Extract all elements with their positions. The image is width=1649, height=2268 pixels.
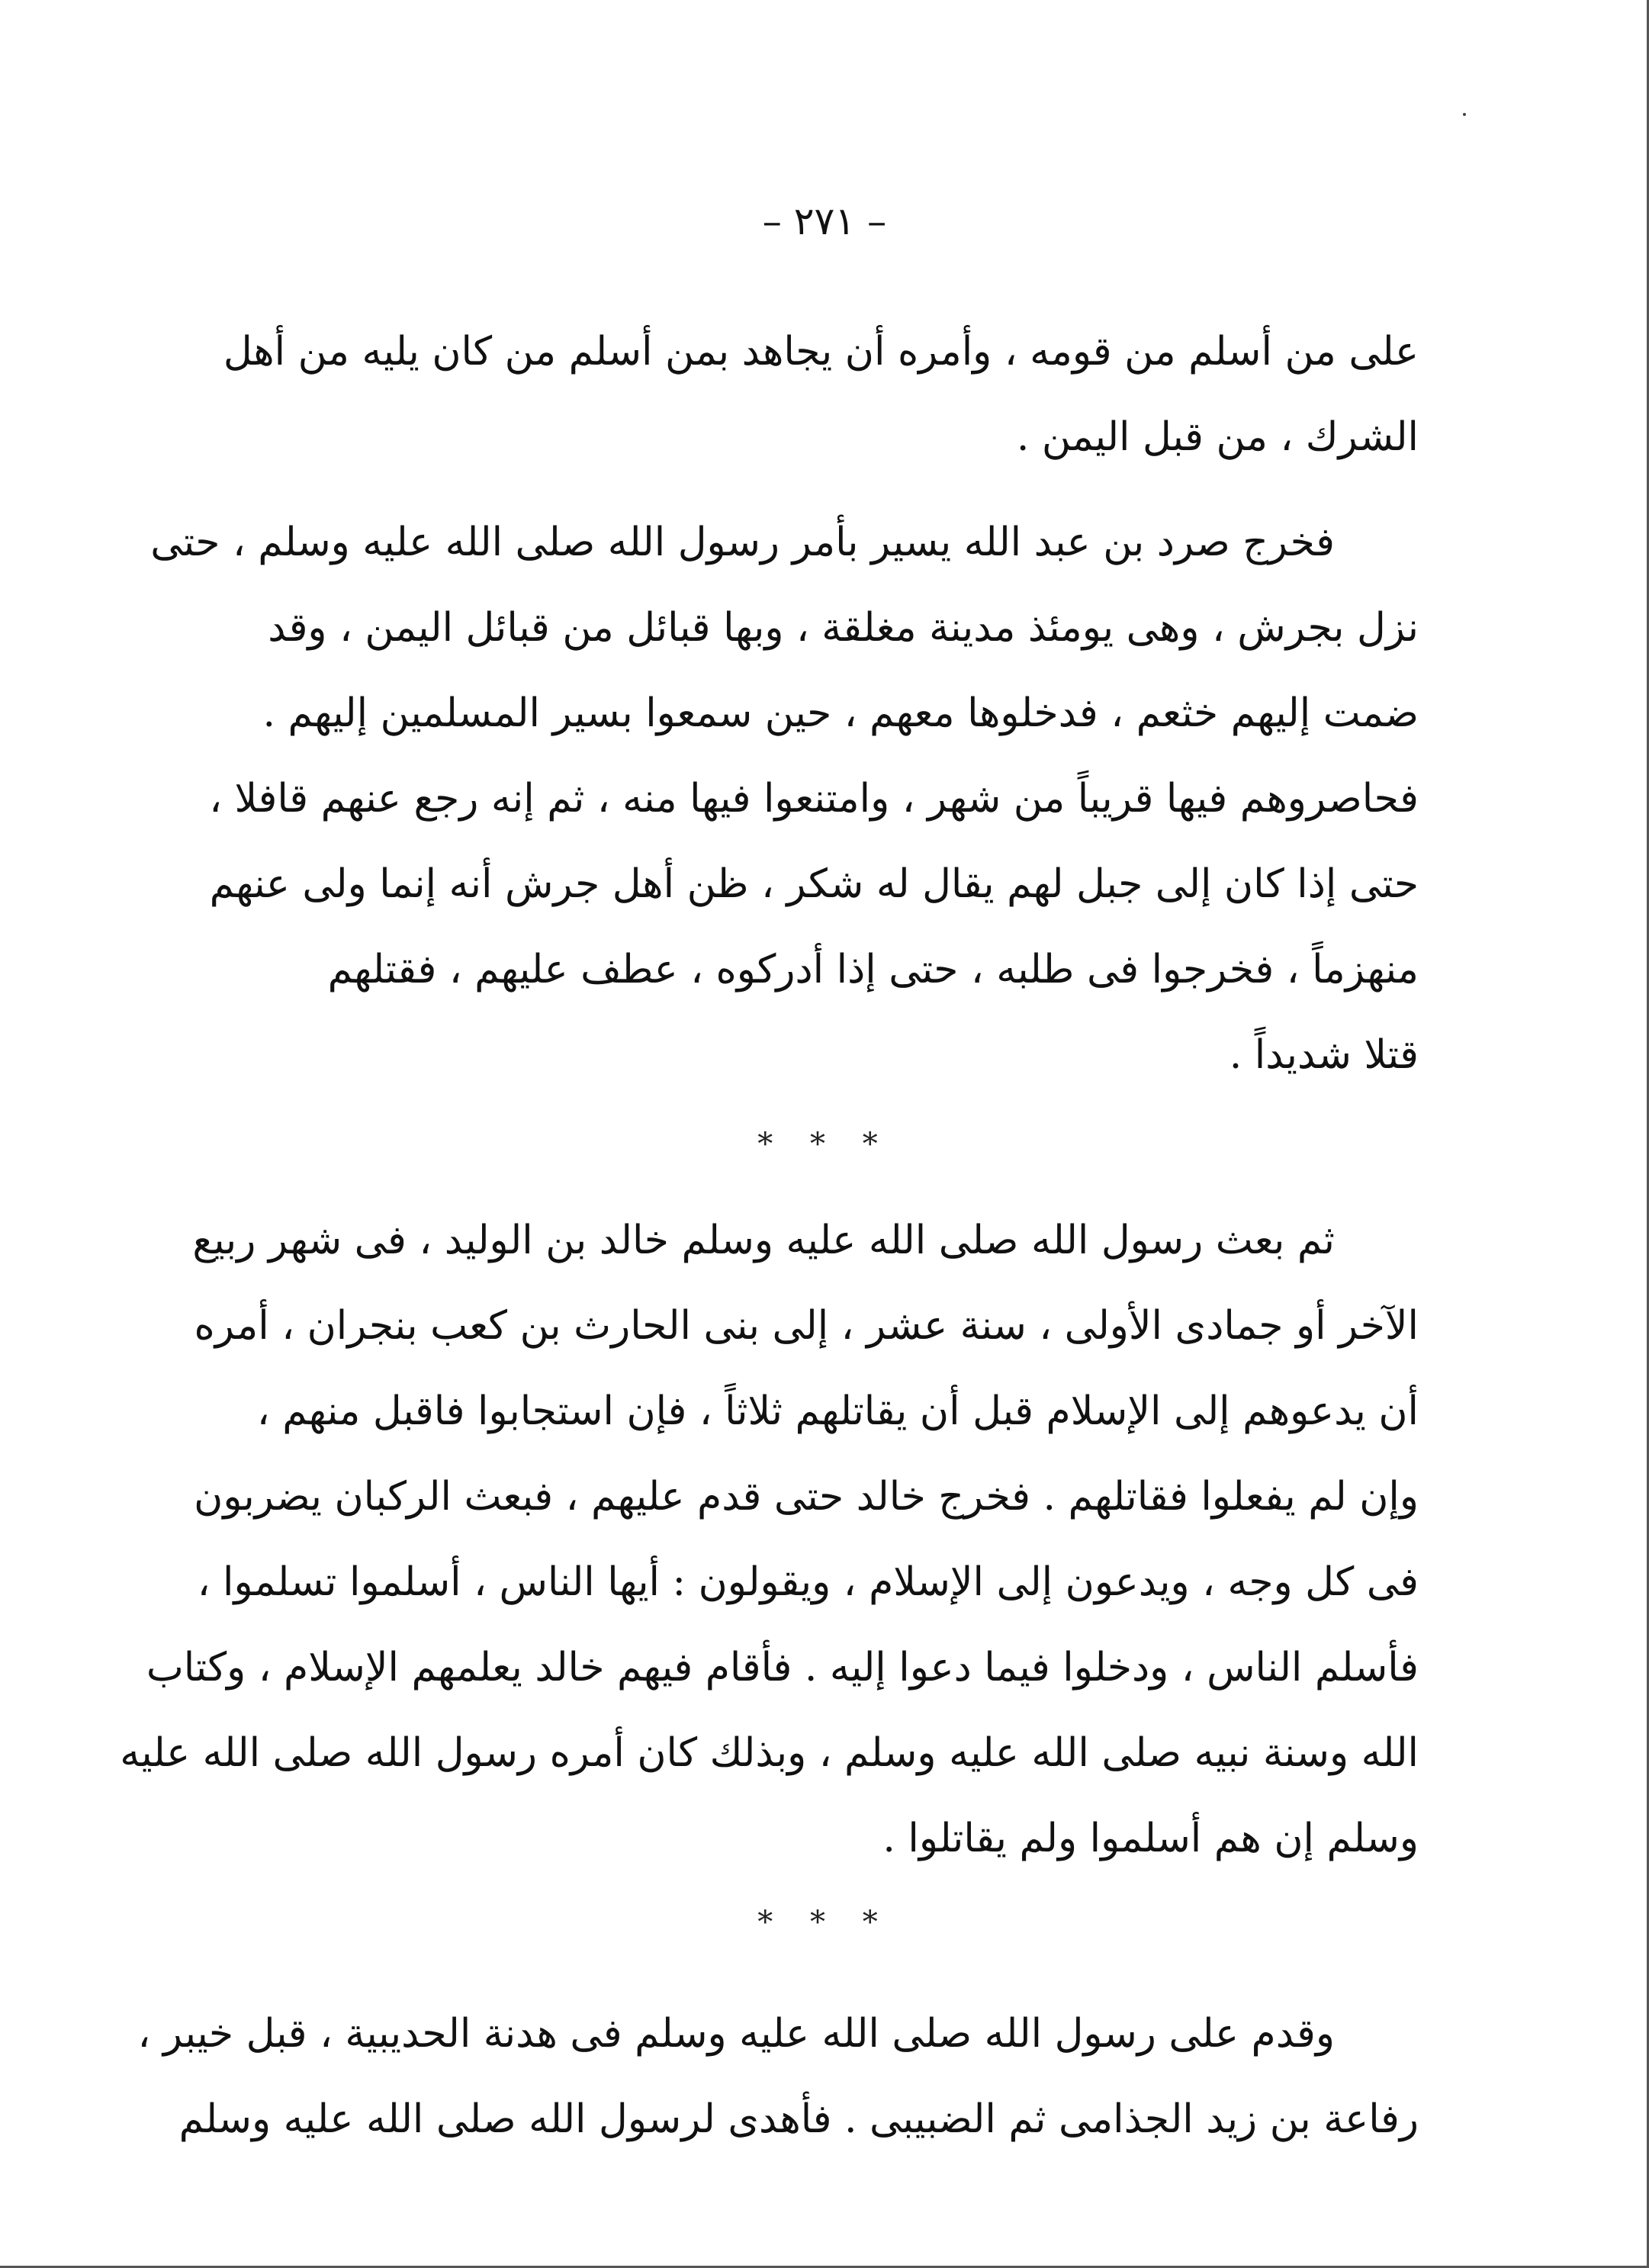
text-line: منهزماً ، فخرجوا فى طلبه ، حتى إذا أدركوه ، عطف عليهم ، فقتلهم <box>327 947 1419 992</box>
text-line: نزل بجرش ، وهى يومئذ مدينة مغلقة ، وبها قبائل من قبائل اليمن ، وقد <box>268 605 1419 651</box>
paragraph-1 <box>223 309 1419 480</box>
paragraph-3 <box>120 1198 1419 1881</box>
text-line: فأسلم الناس ، ودخلوا فيما دعوا إليه . فأقام فيهم خالد يعلمهم الإسلام ، وكتاب <box>146 1645 1419 1691</box>
page-number: – ٢٧١ – <box>762 199 887 243</box>
text-line: الآخر أو جمادى الأولى ، سنة عشر ، إلى بنى الحارث بن كعب بنجران ، أمره <box>194 1303 1419 1349</box>
text-line: على من أسلم من قومه ، وأمره أن يجاهد بمن أسلم من كان يليه من أهل <box>223 329 1419 375</box>
text-line: وقدم على رسول الله صلى الله عليه وسلم فى هدنة الحديبية ، قبل خيبر ، <box>137 2011 1335 2057</box>
text-line: حتى إذا كان إلى جبل لهم يقال له شكر ، ظن أهل جرش أنه إنما ولى عنهم <box>209 861 1419 907</box>
paragraph-4 <box>137 1991 1419 2162</box>
text-line: أن يدعوهم إلى الإسلام قبل أن يقاتلهم ثلاثاً ، فإن استجابوا فاقبل منهم ، <box>256 1388 1419 1434</box>
text-line: فحاصروهم فيها قريباً من شهر ، وامتنعوا فيها منه ، ثم إنه رجع عنهم قافلا ، <box>209 776 1419 822</box>
text-line: وسلم إن هم أسلموا ولم يقاتلوا . <box>882 1816 1419 1861</box>
section-separator: * * * <box>757 1127 892 1162</box>
text-line: قتلا شديداً . <box>1229 1032 1419 1078</box>
section-separator: * * * <box>757 1905 892 1940</box>
text-line: وإن لم يفعلوا فقاتلهم . فخرج خالد حتى قدم عليهم ، فبعث الركبان يضربون <box>194 1474 1419 1520</box>
scan-speck <box>1463 113 1466 116</box>
text-line: فخرج صرد بن عبد الله يسير بأمر رسول الله صلى الله عليه وسلم ، حتى <box>150 520 1335 565</box>
text-line: الله وسنة نبيه صلى الله عليه وسلم ، وبذلك كان أمره رسول الله صلى الله عليه <box>120 1730 1419 1776</box>
text-line: الشرك ، من قبل اليمن . <box>1016 414 1419 460</box>
text-line: ثم بعث رسول الله صلى الله عليه وسلم خالد بن الوليد ، فى شهر ربيع <box>192 1218 1335 1263</box>
text-line: ضمت إليهم خثعم ، فدخلوها معهم ، حين سمعوا بسير المسلمين إليهم . <box>262 690 1419 736</box>
text-line: فى كل وجه ، ويدعون إلى الإسلام ، ويقولون : أيها الناس ، أسلموا تسلموا ، <box>197 1559 1419 1605</box>
text-line: رفاعة بن زيد الجذامى ثم الضبيبى . فأهدى لرسول الله صلى الله عليه وسلم <box>178 2096 1419 2142</box>
paragraph-2 <box>150 500 1419 1098</box>
